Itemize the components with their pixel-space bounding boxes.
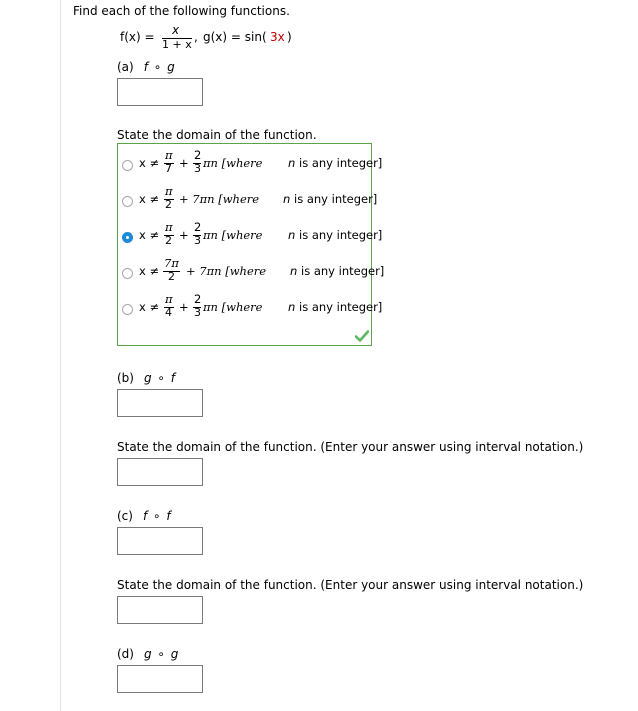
- part-a-composition: f ∘ g: [143, 60, 176, 74]
- domain-option-4[interactable]: [118, 256, 385, 288]
- option-4-tail: + 7πn [where: [186, 264, 267, 278]
- option-2-numerator: π: [165, 184, 173, 198]
- domain-option-3[interactable]: [118, 220, 383, 252]
- option-5-plus: +: [179, 300, 189, 314]
- option-5-lead: x ≠: [139, 300, 160, 314]
- part-d-label: [117, 647, 179, 661]
- option-3-tail: πn [where: [203, 228, 263, 242]
- instructions: Find each of the following functions.: [73, 4, 290, 18]
- part-b-label: [117, 371, 176, 385]
- option-5-numerator: π: [165, 292, 173, 306]
- left-border: [60, 0, 61, 711]
- radio-option-1[interactable]: [122, 160, 133, 171]
- option-5-denominator-2: 3: [194, 306, 201, 319]
- radio-option-5[interactable]: [122, 304, 133, 315]
- part-d-letter: (d): [117, 647, 134, 661]
- option-3-end: is any integer]: [299, 228, 383, 242]
- f-prefix: f(x) =: [120, 30, 155, 44]
- option-4-numerator: 7π: [164, 256, 179, 270]
- option-5-numerator-2: 2: [194, 292, 202, 306]
- option-2-lead: x ≠: [139, 192, 160, 206]
- option-1-denominator: 7: [165, 162, 172, 175]
- option-2-tail: + 7πn [where: [179, 192, 260, 206]
- option-5-end: is any integer]: [299, 300, 383, 314]
- option-4-end: is any integer]: [301, 264, 385, 278]
- option-3-denominator: 2: [165, 234, 172, 247]
- option-1-end: is any integer]: [299, 156, 383, 170]
- domain-option-1[interactable]: [118, 148, 383, 180]
- part-c-answer-input[interactable]: [117, 527, 203, 555]
- part-c-domain-input[interactable]: [117, 596, 203, 624]
- option-3-plus: +: [179, 228, 189, 242]
- part-b-composition: g ∘ f: [143, 371, 176, 385]
- option-3-denominator-2: 3: [194, 234, 201, 247]
- g-suffix: ): [287, 30, 292, 44]
- option-5-var: n: [288, 300, 296, 314]
- option-2-end: is any integer]: [294, 192, 378, 206]
- radio-option-3-selected[interactable]: [122, 232, 133, 243]
- option-1-plus: +: [179, 156, 189, 170]
- g-prefix: g(x) = sin(: [203, 30, 267, 44]
- option-3-numerator: π: [165, 220, 173, 234]
- correct-check-icon: [355, 330, 369, 342]
- option-3-var: n: [288, 228, 296, 242]
- radio-option-2[interactable]: [122, 196, 133, 207]
- g-argument: 3x: [270, 30, 285, 44]
- part-a-label: [117, 60, 176, 74]
- part-a-letter: (a): [117, 60, 134, 74]
- option-3-numerator-2: 2: [194, 220, 202, 234]
- option-4-var: n: [290, 264, 298, 278]
- f-denominator: 1 + x: [162, 38, 192, 51]
- option-5-denominator: 4: [165, 306, 172, 319]
- part-d-composition: g ∘ g: [143, 647, 180, 661]
- option-3-lead: x ≠: [139, 228, 160, 242]
- option-4-denominator: 2: [168, 270, 175, 283]
- domain-option-5[interactable]: [118, 292, 383, 324]
- option-1-numerator-2: 2: [194, 148, 202, 162]
- part-b-domain-prompt: State the domain of the function. (Enter your answer using interval notation.): [117, 440, 584, 454]
- option-1-numerator: π: [165, 148, 173, 162]
- option-1-denominator-2: 3: [194, 162, 201, 175]
- part-b-letter: (b): [117, 371, 134, 385]
- part-c-composition: f ∘ f: [142, 509, 172, 523]
- option-1-lead: x ≠: [139, 156, 160, 170]
- option-4-lead: x ≠: [139, 264, 160, 278]
- part-d-answer-input[interactable]: [117, 665, 203, 693]
- option-1-var: n: [288, 156, 296, 170]
- part-a-answer-input[interactable]: [117, 78, 203, 106]
- part-a-domain-prompt: State the domain of the function.: [117, 128, 317, 142]
- part-c-domain-prompt: State the domain of the function. (Enter your answer using interval notation.): [117, 578, 584, 592]
- function-separator: ,: [194, 30, 198, 44]
- part-b-answer-input[interactable]: [117, 389, 203, 417]
- f-numerator: x: [172, 23, 180, 37]
- option-1-tail: πn [where: [203, 156, 263, 170]
- part-c-label: [117, 509, 172, 523]
- domain-choices: [117, 143, 385, 346]
- option-2-denominator: 2: [165, 198, 172, 211]
- part-c-letter: (c): [117, 509, 133, 523]
- option-5-tail: πn [where: [203, 300, 263, 314]
- option-2-var: n: [283, 192, 291, 206]
- domain-option-2[interactable]: [118, 184, 378, 216]
- radio-option-4[interactable]: [122, 268, 133, 279]
- part-b-domain-input[interactable]: [117, 458, 203, 486]
